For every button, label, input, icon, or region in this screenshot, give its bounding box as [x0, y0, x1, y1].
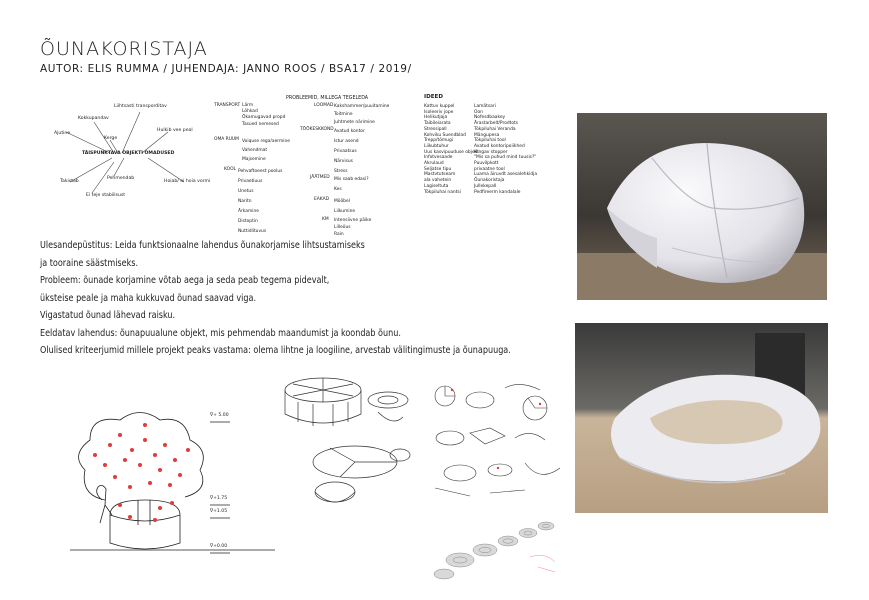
description-line: Eeldatav lahendus: õunapuualune objekt, mis pehmendab maandumist ja koondab õunu. [40, 327, 401, 339]
list-item: Taibileiarata [424, 121, 451, 127]
list-item: Akrulaud [424, 161, 444, 167]
render-rings [430, 512, 570, 587]
list-item: Jullekepall [474, 183, 497, 189]
problems-col-2 [300, 103, 400, 241]
list-item: Privaetiuus [238, 179, 263, 184]
level-marker: ∇+1.05 [210, 509, 228, 514]
wedge-drawing [300, 440, 430, 510]
list-item: Tõkpiluhai tool [474, 138, 506, 144]
list-item: Õunakoristaja [474, 178, 505, 184]
list-item: Unetus [238, 189, 254, 194]
list-item: Lamätsari [474, 104, 496, 109]
list-item: Ökamugavad propd [242, 115, 286, 121]
list-item: Isoleeriv jope [424, 109, 454, 115]
mindmap-node: Hulkib vee peal [157, 128, 193, 133]
list-item: Liikubtuhur [424, 143, 449, 149]
list-item: Puuvilpkott [474, 161, 499, 167]
sketch-forms [430, 378, 570, 508]
list-item: Naritn [238, 199, 252, 204]
mindmap-node: Liihtsasti transporditav [114, 104, 167, 109]
category-label: LOOMAD [314, 103, 334, 108]
list-item: Intensiivne päike [334, 218, 372, 223]
list-item: Avatud kontor [334, 129, 365, 134]
description-line: ja tooraine säästmiseks. [40, 257, 139, 269]
list-item: Uus kasvipuuduse objekt [424, 149, 479, 155]
list-item: Majsemine [242, 157, 266, 162]
photo-prototype-dome [577, 113, 827, 300]
list-item: Distoptin [238, 219, 258, 224]
ideas-col-2 [474, 104, 537, 195]
list-item: Privaatsus [334, 149, 357, 154]
mindmap-node: Takistab [60, 179, 79, 184]
level-marker: ∇+0.00 [210, 544, 228, 549]
description-line: Olulised kriteerjumid millele projekt peaks vastama: olema lihtne ja loogiline, arvestab välitingimuste ja õunapuuga. [40, 345, 511, 356]
mindmap-node: Hoiab/ ei hoia vormi [164, 179, 211, 184]
description-line: üksteise peale ja maha kukkuvad õunad saavad viga. [40, 292, 257, 304]
list-item: Oon [474, 109, 483, 115]
list-item: Tõkpiluhai nantsi [424, 189, 461, 195]
category-label: TRANSPORT [214, 103, 241, 108]
category-label: KOOL [224, 167, 236, 172]
description-line: Vigastatud õunad lähevad raisku. [40, 310, 176, 321]
category-label: TÖÖKESKKOND [300, 127, 334, 132]
list-item: Nofesdbaakey [474, 115, 506, 121]
problems-heading: PROBLEEMID, MILLEGA TEGELEDA [286, 96, 369, 101]
cylinder-drawing [278, 372, 418, 442]
list-item: Kakshammer/puuitamine [334, 104, 390, 109]
list-item: Rain [334, 232, 344, 237]
list-item: Kattuv kuppel [424, 104, 455, 109]
category-label: JÄÄTMED [310, 175, 330, 180]
mindmap-center: TÄISPUNKTAVA OBJEKTI OMADUSED [82, 151, 175, 156]
list-item: Kohviku Suendblad [424, 132, 466, 138]
tree-ring-drawing [60, 405, 280, 555]
list-item: Istur asend [334, 139, 359, 144]
list-item: Mastvtutseam ala vahetein [424, 172, 456, 184]
list-item: Stress [334, 169, 348, 174]
list-item: privaatne tool [474, 166, 505, 172]
list-item: Tõkpiluhai Veranda [474, 126, 516, 132]
sketch-cylinder [278, 372, 418, 442]
prototype-dome-image [577, 113, 827, 300]
ideas-heading: IDEED [424, 94, 444, 100]
list-item: Mängupesa [474, 132, 500, 138]
level-marker: ∇+ 5.00 [210, 413, 229, 418]
list-item: Ärastarbelt/Prodtots [474, 121, 519, 127]
category-label: OMA RUUM [214, 137, 239, 142]
list-item: Avatud kontoripoiikhed [474, 143, 525, 149]
list-item: Juhtmete närimine [334, 120, 375, 125]
project-description [40, 237, 511, 360]
list-item: Liikumine [334, 209, 356, 214]
list-item: Lilleõus [334, 225, 351, 230]
mindmap-node: Ajutine [54, 131, 71, 136]
forms-drawing [430, 378, 570, 508]
category-label: KM [322, 217, 329, 222]
mindmap-node: Pehmendab [107, 176, 135, 181]
mindmap-node: Kerge [104, 136, 118, 141]
rings-render [430, 512, 570, 587]
list-item: Vahendmat [242, 148, 268, 153]
list-item: Ärkamine [238, 209, 259, 214]
list-item: Mööbel [334, 199, 350, 204]
page-subtitle: AUTOR: ELIS RUMMA / JUHENDAJA: JANNO ROOS / BSA17 / 2019/ [40, 63, 412, 75]
list-item: Voiquse rega/aermine [242, 139, 290, 144]
ideas-col-1 [424, 104, 479, 195]
list-item: Toitmine [334, 112, 353, 117]
list-item: "Mis sa puhud mind tuusis?" [474, 155, 537, 161]
list-item: Mis saab edasi? [334, 177, 369, 182]
list-item: Nuttidlituvus [238, 229, 267, 234]
sketch-wedge [300, 440, 430, 510]
list-item: Pehvaftoeest poolus [238, 169, 283, 174]
page-title: ÕUNAKORISTAJA [40, 38, 208, 60]
prototype-ring-image [575, 323, 828, 513]
list-item: Tasued nemesed [242, 121, 279, 127]
list-item: Hingav stopper [474, 149, 508, 155]
mindmap-node: Ei teje stabiilsust [86, 193, 126, 198]
list-item: Seljatse tipu [424, 166, 452, 172]
list-item: Infotvesaade [424, 155, 453, 161]
list-item: Stressipall [424, 126, 447, 132]
list-item: Trepp/tõmugi [424, 138, 453, 144]
list-item: Närvisus [334, 159, 353, 164]
list-item: Kes [334, 187, 342, 192]
photo-prototype-ring [575, 323, 828, 513]
mindmap-node: Kokkupandav [78, 116, 109, 121]
description-line: Probleem: õunade korjamine võtab aega ja seda peab tegema pidevalt, [40, 275, 330, 286]
list-item: Lõhkad [242, 109, 258, 115]
list-item: Helikutjaja [424, 115, 448, 121]
category-label: EAKAD [314, 197, 329, 202]
list-item: Pedfireerm kandalale [474, 189, 521, 195]
sketch-tree-ring [60, 405, 280, 555]
list-item: Lärm [242, 103, 254, 108]
description-line: Ülesandepüstitus: Leida funktsionaalne lahendus õunakorjamise lihtsustamiseks [40, 240, 365, 251]
list-item: Luama äiruvdt asesalehkidja [474, 172, 538, 178]
level-marker: ∇+1.75 [210, 496, 228, 501]
list-item: Lagiseltuta [424, 183, 449, 189]
